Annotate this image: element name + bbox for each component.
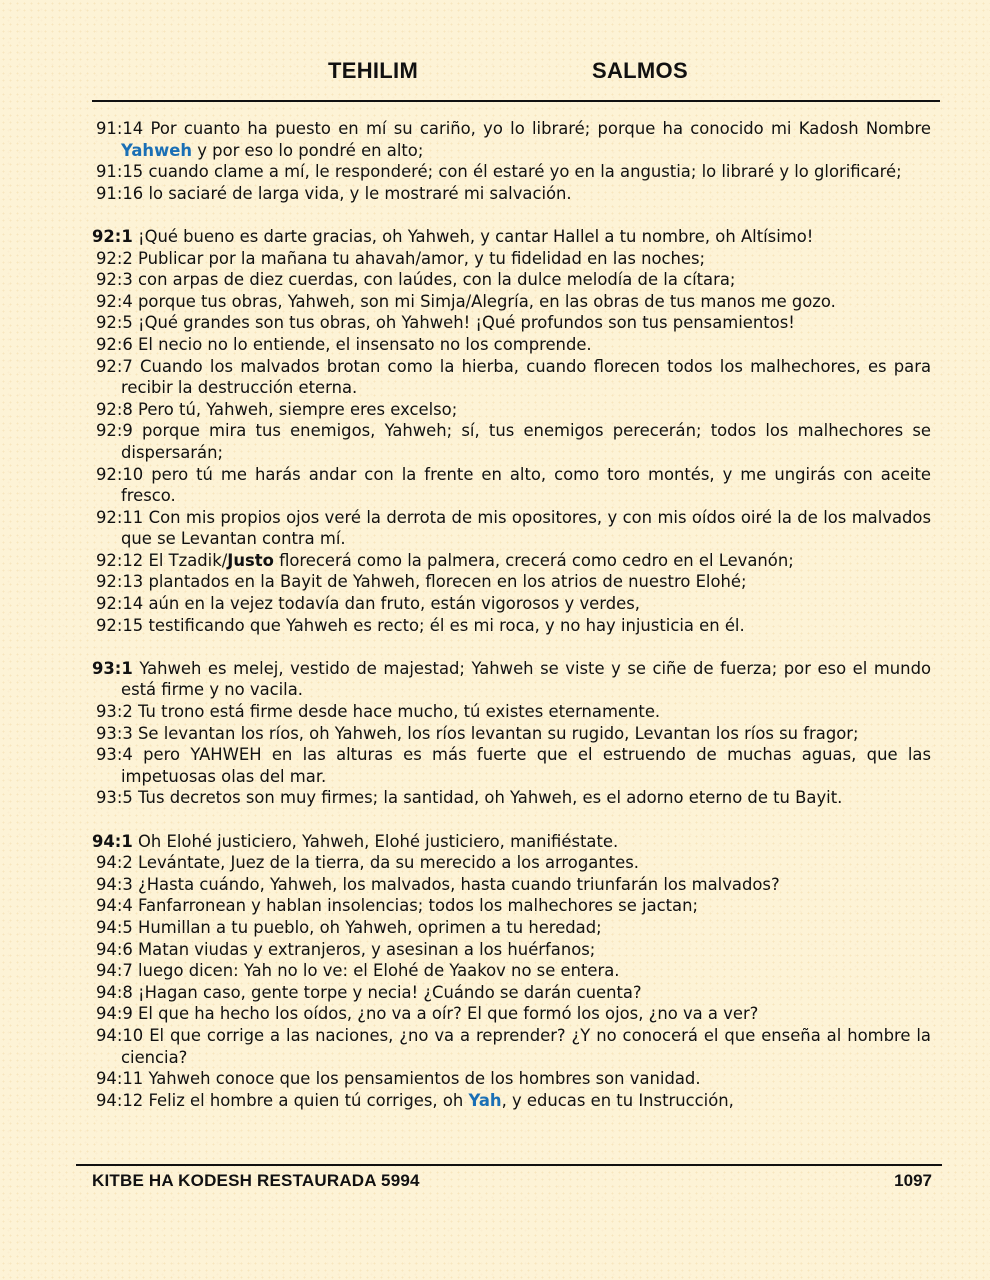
verse-ref: 91:15 xyxy=(96,162,144,182)
verse-text: Cuando los malvados brotan como la hierba, cuando florecen todos los malhechores, es para recibir la destrucción eterna. xyxy=(121,356,931,398)
verse-text: El que ha hecho los oídos, ¿no va a oír? El que formó los ojos, ¿no va a ver? xyxy=(138,1004,759,1024)
verse-text: ¡Qué bueno es darte gracias, oh Yahweh, y cantar Hallel a tu nombre, oh Altísimo! xyxy=(138,226,814,246)
verse-92-4 xyxy=(96,291,931,313)
verse-94-2 xyxy=(96,852,931,874)
verse-93-3 xyxy=(96,723,931,745)
verse-text: Tus decretos son muy firmes; la santidad, oh Yahweh, es el adorno eterno de tu Bayit. xyxy=(138,788,843,808)
verse-text: Tu trono está firme desde hace mucho, tú existes eternamente. xyxy=(138,702,661,722)
verse-92-13 xyxy=(96,571,931,593)
verse-ref: 92:8 xyxy=(96,399,133,419)
header-book-title: TEHILIM xyxy=(328,58,419,83)
verse-ref: 94:7 xyxy=(96,961,133,981)
verse-text: Se levantan los ríos, oh Yahweh, los ríos levantan su rugido, Levantan los ríos su fragor; xyxy=(138,723,859,743)
verse-92-7 xyxy=(96,356,931,399)
chapter-gap xyxy=(96,636,931,658)
chapter-verse-ref: 94:1 xyxy=(92,831,133,851)
verse-text: El necio no lo entiende, el insensato no los comprende. xyxy=(138,334,592,354)
verse-text: Publicar por la mañana tu ahavah/amor, y tu fidelidad en las noches; xyxy=(138,248,706,268)
verse-ref: 94:6 xyxy=(96,939,133,959)
verse-ref: 92:10 xyxy=(96,464,144,484)
verse-94-4 xyxy=(96,895,931,917)
verse-text: , y educas en tu Instrucción, xyxy=(501,1090,734,1110)
divine-name: Yahweh xyxy=(121,140,193,160)
verse-ref: 92:11 xyxy=(96,507,144,527)
verse-ref: 94:9 xyxy=(96,1004,133,1024)
verse-ref: 92:6 xyxy=(96,334,133,354)
verse-ref: 92:2 xyxy=(96,248,133,268)
verse-text: Por cuanto ha puesto en mí su cariño, yo lo libraré; porque ha conocido mi Kadosh Nombre xyxy=(150,119,931,138)
verse-92-2 xyxy=(96,248,931,270)
verse-92-5 xyxy=(96,312,931,334)
verse-94-1 xyxy=(92,831,931,853)
header-book-title-spanish: SALMOS xyxy=(592,58,688,83)
footer-divider xyxy=(76,1164,942,1166)
verse-text: Yahweh es melej, vestido de majestad; Yahweh se viste y se ciñe de fuerza; por eso el mundo está firme y no vacila. xyxy=(121,658,931,700)
verse-text: florecerá como la palmera, crecerá como cedro en el Levanón; xyxy=(279,550,794,570)
verse-text: porque tus obras, Yahweh, son mi Simja/Alegría, en las obras de tus manos me gozo. xyxy=(138,291,836,311)
verse-ref: 92:12 xyxy=(96,550,144,570)
page-number: 1097 xyxy=(894,1171,932,1190)
verse-ref: 94:3 xyxy=(96,874,133,894)
verse-ref: 94:5 xyxy=(96,917,133,937)
verse-94-3 xyxy=(96,874,931,896)
verse-text: ¡Qué grandes son tus obras, oh Yahweh! ¡Qué profundos son tus pensamientos! xyxy=(138,313,795,333)
verse-94-7 xyxy=(96,960,931,982)
verse-text: pero YAHWEH en las alturas es más fuerte que el estruendo de muchas aguas, que las impetuosas olas del mar. xyxy=(121,745,931,786)
verse-text: ¡Hagan caso, gente torpe y necia! ¿Cuándo se darán cuenta? xyxy=(138,982,642,1002)
verse-text: ¿Hasta cuándo, Yahweh, los malvados, hasta cuando triunfarán los malvados? xyxy=(138,874,780,894)
verse-text: El Tzadik/ xyxy=(148,550,228,570)
verse-text: Humillan a tu pueblo, oh Yahweh, oprimen a tu heredad; xyxy=(138,917,602,937)
page-header xyxy=(0,58,990,90)
verse-ref: 94:10 xyxy=(96,1025,144,1045)
verse-94-11 xyxy=(96,1068,931,1090)
verse-ref: 91:14 xyxy=(96,119,144,138)
verse-ref: 94:8 xyxy=(96,982,133,1002)
verse-94-8 xyxy=(96,982,931,1004)
verse-ref: 93:4 xyxy=(96,745,133,765)
verse-92-9 xyxy=(96,420,931,463)
verse-93-4 xyxy=(96,744,931,787)
verse-92-14 xyxy=(96,593,931,615)
verse-92-1 xyxy=(92,226,931,248)
verse-text: Matan viudas y extranjeros, y asesinan a los huérfanos; xyxy=(138,939,596,959)
verse-ref: 92:4 xyxy=(96,291,133,311)
verse-ref: 94:4 xyxy=(96,896,133,916)
verse-text: Oh Elohé justiciero, Yahweh, Elohé justiciero, manifiéstate. xyxy=(138,831,619,851)
verse-92-15 xyxy=(96,615,931,637)
verse-ref: 94:11 xyxy=(96,1069,144,1089)
chapter-verse-ref: 92:1 xyxy=(92,226,133,246)
verse-text: plantados en la Bayit de Yahweh, florecen en los atrios de nuestro Elohé; xyxy=(148,572,747,592)
verse-text: Levántate, Juez de la tierra, da su merecido a los arrogantes. xyxy=(138,853,639,873)
verse-91-15 xyxy=(96,161,931,183)
verse-text: con arpas de diez cuerdas, con laúdes, con la dulce melodía de la cítara; xyxy=(138,270,736,290)
page-footer xyxy=(92,1171,932,1195)
verse-ref: 92:9 xyxy=(96,421,133,441)
verse-text: pero tú me harás andar con la frente en alto, como toro montés, y me ungirás con aceite fresco. xyxy=(121,464,932,506)
verse-94-5 xyxy=(96,917,931,939)
verse-91-14 xyxy=(96,118,931,161)
chapter-verse-ref: 93:1 xyxy=(92,658,133,678)
verse-94-6 xyxy=(96,939,931,961)
verse-92-10 xyxy=(96,464,931,507)
verse-ref: 92:5 xyxy=(96,313,133,333)
chapter-gap xyxy=(96,809,931,831)
verse-93-5 xyxy=(96,787,931,809)
verse-92-12 xyxy=(96,550,931,572)
verse-ref: 92:13 xyxy=(96,572,144,592)
footer-title: KITBE HA KODESH RESTAURADA 5994 xyxy=(92,1171,420,1190)
verse-ref: 94:2 xyxy=(96,853,133,873)
verse-94-12 xyxy=(96,1090,931,1112)
verse-ref: 92:15 xyxy=(96,615,144,635)
verse-ref: 92:14 xyxy=(96,594,144,614)
divine-name: Yah xyxy=(468,1090,502,1110)
header-divider xyxy=(92,100,940,102)
verse-91-16 xyxy=(96,183,931,205)
verse-text: testificando que Yahweh es recto; él es mi roca, y no hay injusticia en él. xyxy=(148,615,745,635)
verse-ref: 94:12 xyxy=(96,1090,144,1110)
verse-text: aún en la vejez todavía dan fruto, están vigorosos y verdes, xyxy=(148,594,640,614)
verse-94-9 xyxy=(96,1003,931,1025)
verse-text: porque mira tus enemigos, Yahweh; sí, tus enemigos perecerán; todos los malhechores se dispersarán; xyxy=(121,421,931,462)
scripture-text xyxy=(92,118,932,1111)
verse-ref: 93:2 xyxy=(96,702,133,722)
verse-text: y por eso lo pondré en alto; xyxy=(197,140,424,160)
verse-text: El que corrige a las naciones, ¿no va a reprender? ¿Y no conocerá el que enseña al hombre la ciencia? xyxy=(121,1025,931,1067)
verse-text: Pero tú, Yahweh, siempre eres excelso; xyxy=(138,399,458,419)
verse-ref: 92:7 xyxy=(96,356,133,376)
verse-text: lo saciaré de larga vida, y le mostraré mi salvación. xyxy=(148,183,572,203)
verse-ref: 92:3 xyxy=(96,270,133,290)
verse-92-11 xyxy=(96,507,931,550)
verse-text: luego dicen: Yah no lo ve: el Elohé de Yaakov no se entera. xyxy=(138,961,620,981)
chapter-gap xyxy=(96,204,931,226)
verse-text: Fanfarronean y hablan insolencias; todos los malhechores se jactan; xyxy=(138,896,699,916)
emphasis-word: Justo xyxy=(227,550,274,570)
verse-93-2 xyxy=(96,701,931,723)
verse-93-1 xyxy=(92,658,931,701)
verse-ref: 91:16 xyxy=(96,183,144,203)
verse-ref: 93:5 xyxy=(96,788,133,808)
verse-text: cuando clame a mí, le responderé; con él estaré yo en la angustia; lo libraré y lo glorificaré; xyxy=(148,162,902,182)
verse-92-3 xyxy=(96,269,931,291)
verse-text: Feliz el hombre a quien tú corriges, oh xyxy=(148,1090,464,1110)
verse-94-10 xyxy=(96,1025,931,1068)
verse-text: Con mis propios ojos veré la derrota de mis opositores, y con mis oídos oiré la de los malvados que se Levantan contra mí. xyxy=(121,507,931,549)
verse-92-8 xyxy=(96,399,931,421)
verse-ref: 93:3 xyxy=(96,723,133,743)
verse-92-6 xyxy=(96,334,931,356)
verse-text: Yahweh conoce que los pensamientos de los hombres son vanidad. xyxy=(148,1069,701,1089)
